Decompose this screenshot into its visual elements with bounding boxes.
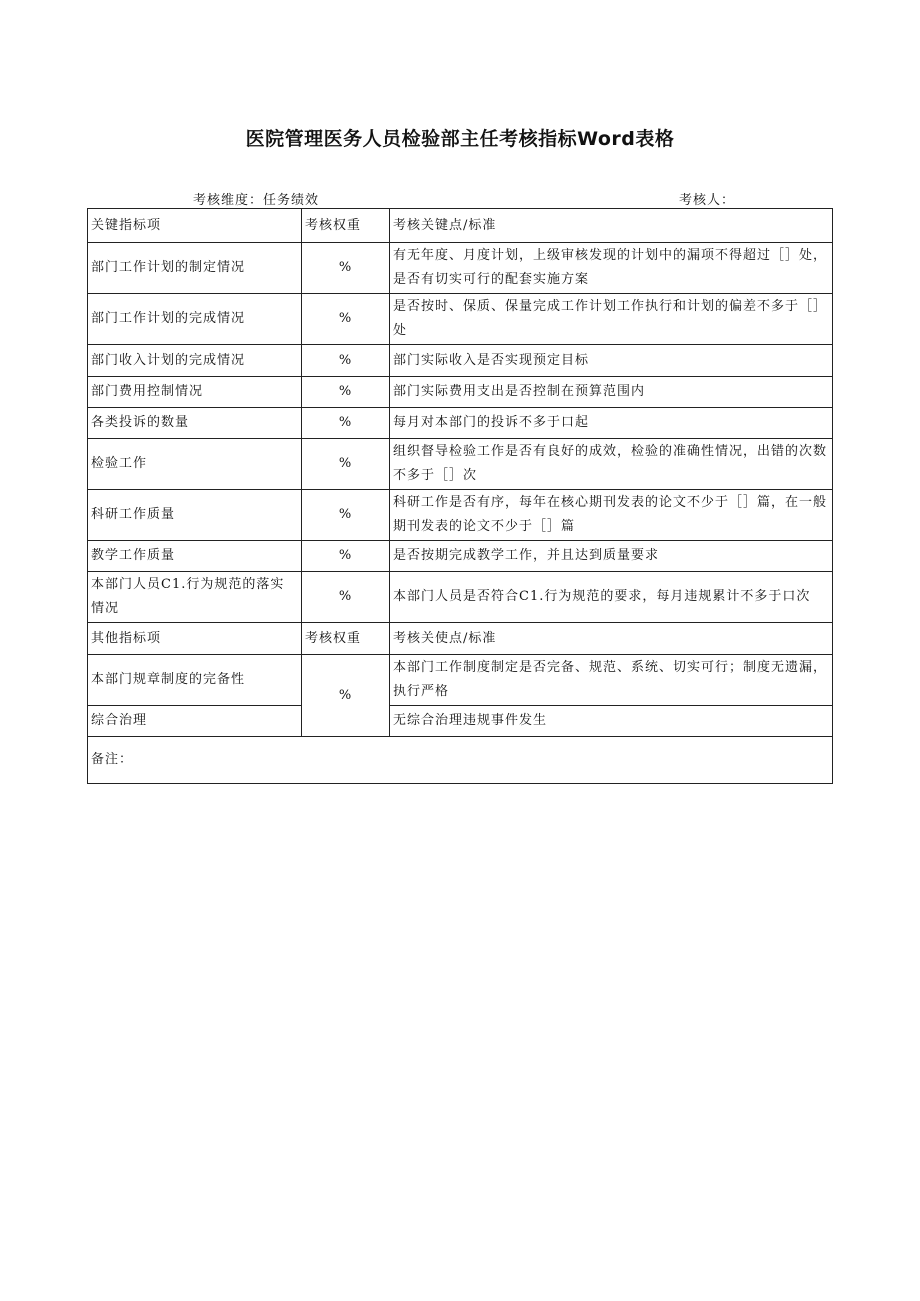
- indicator-item: 科研工作质量: [88, 490, 302, 541]
- indicator-item: 部门收入计划的完成情况: [88, 345, 302, 377]
- table-row: [88, 243, 833, 294]
- indicator-weight: %: [302, 377, 390, 408]
- indicator-weight: %: [302, 408, 390, 439]
- table-row: [88, 345, 833, 377]
- indicator-weight: %: [302, 439, 390, 490]
- indicator-standard: 部门实际费用支出是否控制在预算范围内: [390, 377, 833, 408]
- table-row: [88, 706, 833, 737]
- indicator-standard: 每月对本部门的投诉不多于口起: [390, 408, 833, 439]
- other-header-row: [88, 623, 833, 655]
- indicator-standard: 本部门工作制度制定是否完备、规范、系统、切实可行；制度无遗漏，执行严格: [390, 655, 833, 706]
- indicator-weight: %: [302, 572, 390, 623]
- indicator-item: 部门工作计划的制定情况: [88, 243, 302, 294]
- header-weight: 考核权重: [302, 209, 390, 243]
- indicator-weight: %: [302, 243, 390, 294]
- table-row: [88, 377, 833, 408]
- table-row: [88, 541, 833, 572]
- indicator-item: 本部门人员C1.行为规范的落实情况: [88, 572, 302, 623]
- header-standard: 考核关键点/标准: [390, 209, 833, 243]
- indicator-standard: 科研工作是否有序，每年在核心期刊发表的论文不少于［］篇，在一般期刊发表的论文不少于［］篇: [390, 490, 833, 541]
- other-header-standard: 考核关使点/标准: [390, 623, 833, 655]
- table-row: [88, 572, 833, 623]
- note-cell: 备注：: [88, 737, 833, 784]
- table-row: [88, 439, 833, 490]
- indicator-item: 检验工作: [88, 439, 302, 490]
- table-row: [88, 655, 833, 706]
- other-header-weight: 考核权重: [302, 623, 390, 655]
- table-row: [88, 294, 833, 345]
- assessment-table: [87, 208, 833, 784]
- header-item: 关键指标项: [88, 209, 302, 243]
- table-row: [88, 490, 833, 541]
- assessor-label: 考核人：: [679, 193, 736, 208]
- indicator-standard: 部门实际收入是否实现预定目标: [390, 345, 833, 377]
- indicator-standard: 有无年度、月度计划，上级审核发现的计划中的漏项不得超过［］处，是否有切实可行的配套实施方案: [390, 243, 833, 294]
- indicator-weight: %: [302, 541, 390, 572]
- note-row: [88, 737, 833, 784]
- indicator-standard: 是否按时、保质、保量完成工作计划工作执行和计划的偏差不多于［］处: [390, 294, 833, 345]
- indicator-standard: 组织督导检验工作是否有良好的成效，检验的准确性情况，出错的次数不多于［］次: [390, 439, 833, 490]
- document-title: 医院管理医务人员检验部主任考核指标Word表格: [245, 128, 675, 150]
- indicator-weight: %: [302, 345, 390, 377]
- other-header-item: 其他指标项: [88, 623, 302, 655]
- indicator-standard: 无综合治理违规事件发生: [390, 706, 833, 737]
- indicator-item: 本部门规章制度的完备性: [88, 655, 302, 706]
- table-row: [88, 408, 833, 439]
- assessment-dimension-label: 考核维度：任务绩效: [193, 193, 320, 208]
- indicator-weight: %: [302, 490, 390, 541]
- indicator-standard: 本部门人员是否符合C1.行为规范的要求，每月违规累计不多于口次: [390, 572, 833, 623]
- indicator-item: 部门工作计划的完成情况: [88, 294, 302, 345]
- indicator-item: 综合治理: [88, 706, 302, 737]
- indicator-weight: %: [302, 294, 390, 345]
- indicator-item: 教学工作质量: [88, 541, 302, 572]
- other-weight: %: [302, 655, 390, 737]
- indicator-standard: 是否按期完成教学工作，并且达到质量要求: [390, 541, 833, 572]
- indicator-item: 各类投诉的数量: [88, 408, 302, 439]
- key-header-row: [88, 209, 833, 243]
- indicator-item: 部门费用控制情况: [88, 377, 302, 408]
